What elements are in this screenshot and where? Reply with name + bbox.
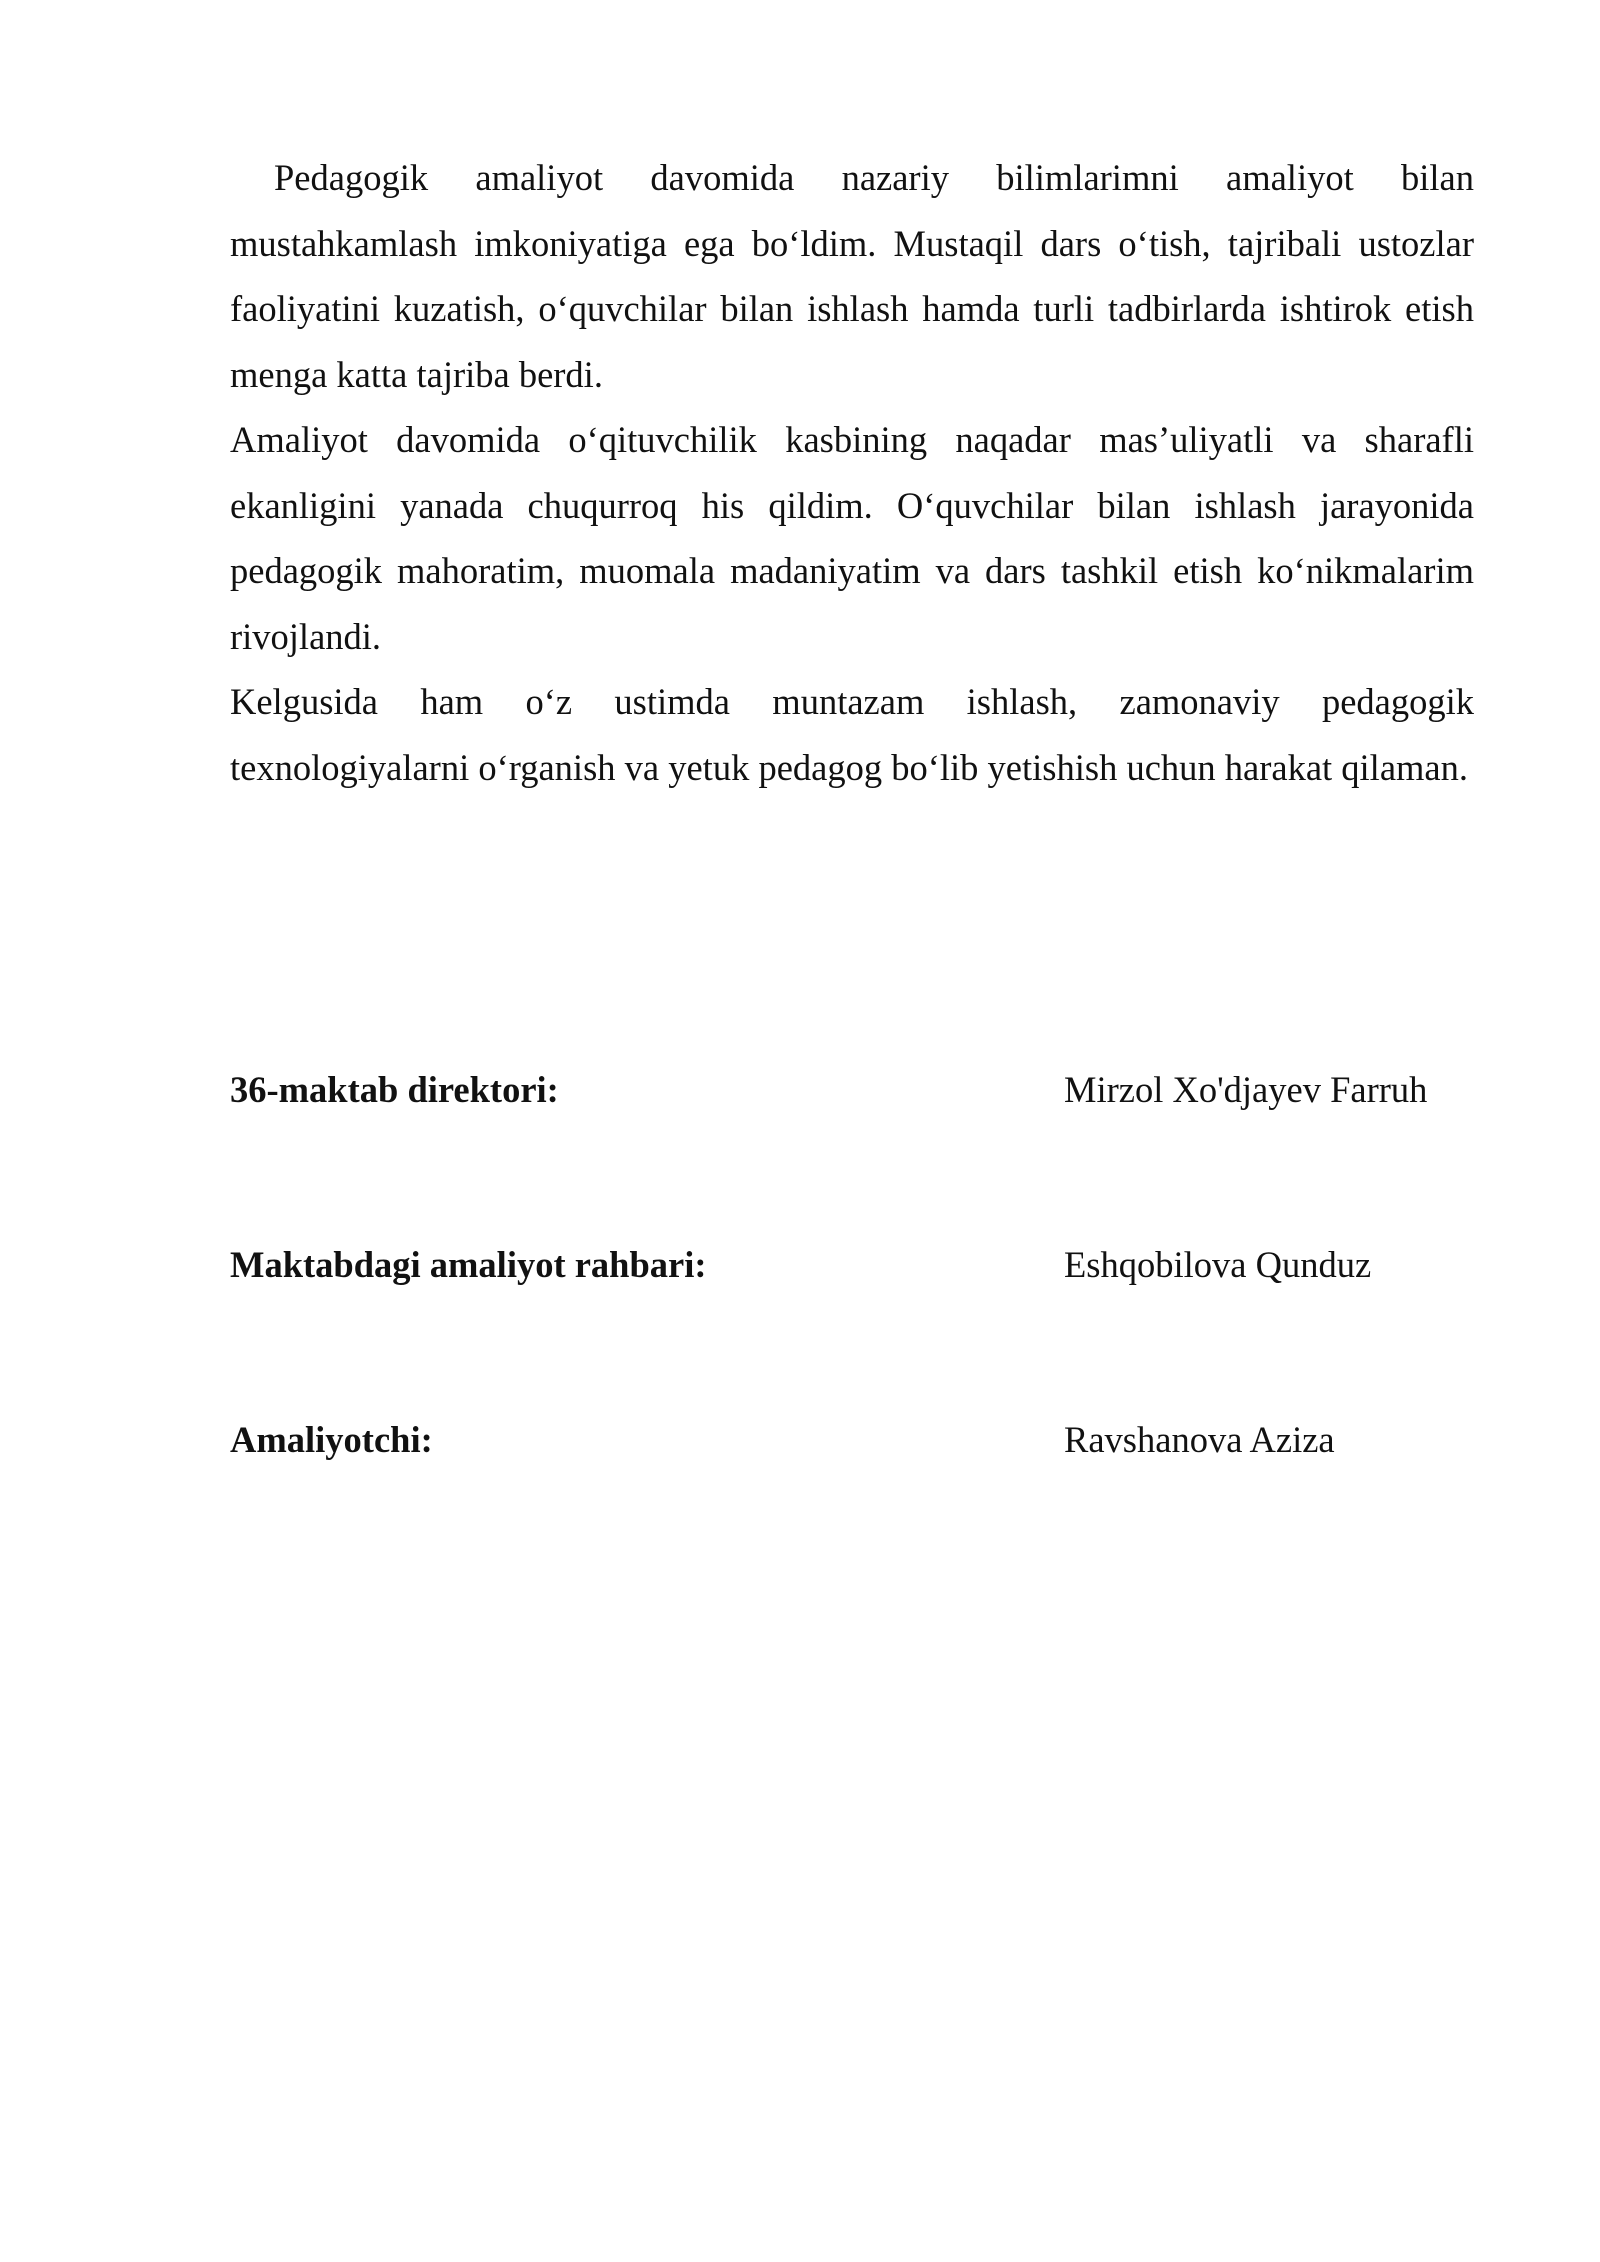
signature-role: Amaliyotchi: [230, 1419, 433, 1460]
signature-name: Eshqobilova Qunduz [1064, 1244, 1372, 1285]
paragraph-1: Pedagogik amaliyot davomida nazariy bilimlarimni amaliyot bilan mustahkamlash imkoniyatiga ega boʻldim. Mustaqil dars oʻtish, tajribali ustozlar faoliyatini kuzatish, oʻquvchilar bilan ishlash hamda turli tadbirlarda ishtirok etish menga katta tajriba berdi. [230, 157, 1474, 395]
signature-name: Mirzol Xo'djayev Farruh [1064, 1069, 1428, 1110]
signature-role: 36-maktab direktori: [230, 1069, 559, 1110]
paragraph-3: Kelgusida ham oʻz ustimda muntazam ishlash, zamonaviy pedagogik texnologiyalarni oʻrganish va yetuk pedagog boʻlib yetishish uchun harakat qilaman. [230, 681, 1474, 788]
signature-name: Ravshanova Aziza [1064, 1419, 1335, 1460]
signature-row-trainee [230, 1410, 1474, 1470]
paragraph-2: Amaliyot davomida oʻqituvchilik kasbining naqadar mas’uliyatli va sharafli ekanligini yanada chuqurroq his qildim. Oʻquvchilar bilan ishlash jarayonida pedagogik mahoratim, muomala madaniyatim va dars tashkil etish koʻnikmalarim rivojlandi. [230, 419, 1474, 657]
signature-row-director [230, 1060, 1474, 1120]
report-conclusion-text [230, 145, 1474, 800]
signature-row-supervisor [230, 1235, 1474, 1295]
signature-role: Maktabdagi amaliyot rahbari: [230, 1244, 707, 1285]
